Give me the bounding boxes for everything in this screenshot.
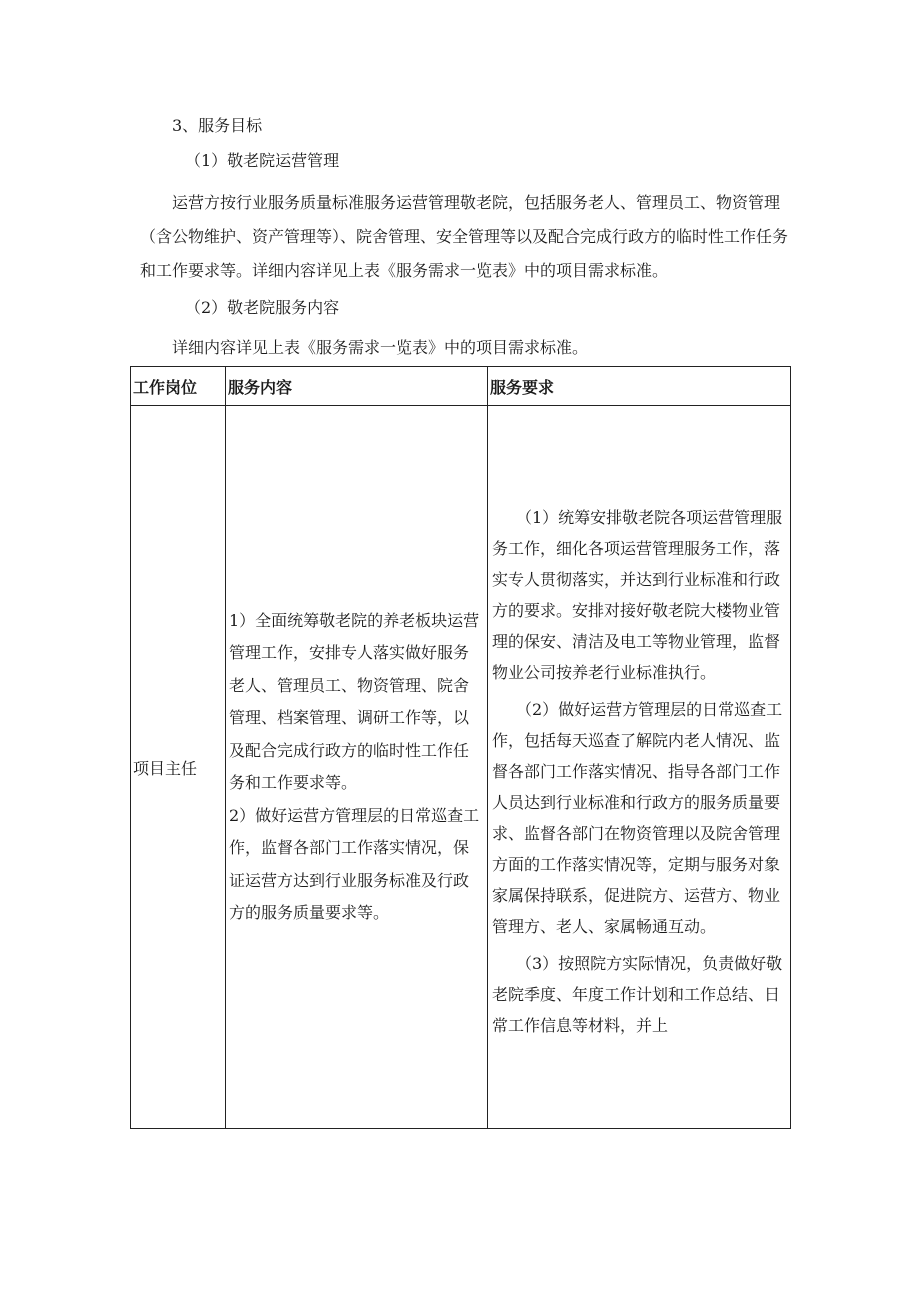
paragraph-operations: 运营方按行业服务质量标准服务运营管理敬老院，包括服务老人、管理员工、物资管理（含公物维护、资产管理等）、院舍管理、安全管理等以及配合完成行政方的临时性工作任务和工作要求等。详细内容详见上表《服务需求一览表》中的项目需求标准。 [140, 193, 789, 280]
table-header-row [131, 367, 791, 406]
content-item-1: 1）全面统筹敬老院的养老板块运营管理工作，安排专人落实做好服务老人、管理员工、物资管理、院舍管理、档案管理、调研工作等，以及配合完成行政方的临时性工作任务和工作要求等。 [229, 610, 480, 792]
subsection-title-operations: （1）敬老院运营管理 [185, 151, 340, 170]
requirement-item-3: （3）按照院方实际情况，负责做好敬老院季度、年度工作计划和工作总结、日常工作信息等材料，并上 [492, 954, 783, 1035]
section-heading: 3、服务目标 [172, 116, 263, 135]
subsection-title-services: （2）敬老院服务内容 [185, 298, 340, 317]
content-item-2: 2）做好运营方管理层的日常巡查工作，监督各部门工作落实情况，保证运营方达到行业服务标准及行政方的服务质量要求等。 [229, 805, 480, 922]
header-post: 工作岗位 [131, 367, 226, 406]
service-requirements-table [130, 366, 791, 1129]
header-content: 服务内容 [226, 367, 488, 406]
paragraph-services: 详细内容详见上表《服务需求一览表》中的项目需求标准。 [172, 338, 589, 357]
cell-requirements [488, 406, 791, 1129]
header-requirements: 服务要求 [488, 367, 791, 406]
cell-content [226, 406, 488, 1129]
requirement-item-2: （2）做好运营方管理层的日常巡查工作，包括每天巡查了解院内老人情况、监督各部门工作落实情况、指导各部门工作人员达到行业标准和行政方的服务质量要求、监督各部门在物资管理以及院舍管理方面的工作落实情况等，定期与服务对象家属保持联系，促进院方、运营方、物业管理方、老人、家属畅通互动。 [492, 700, 783, 936]
requirement-item-1: （1）统筹安排敬老院各项运营管理服务工作，细化各项运营管理服务工作，落实专人贯彻落实，并达到行业标准和行政方的要求。安排对接好敬老院大楼物业管理的保安、清洁及电工等物业管理，监督物业公司按养老行业标准执行。 [492, 508, 783, 682]
table-row [131, 406, 791, 1129]
cell-post: 项目主任 [131, 406, 226, 1129]
